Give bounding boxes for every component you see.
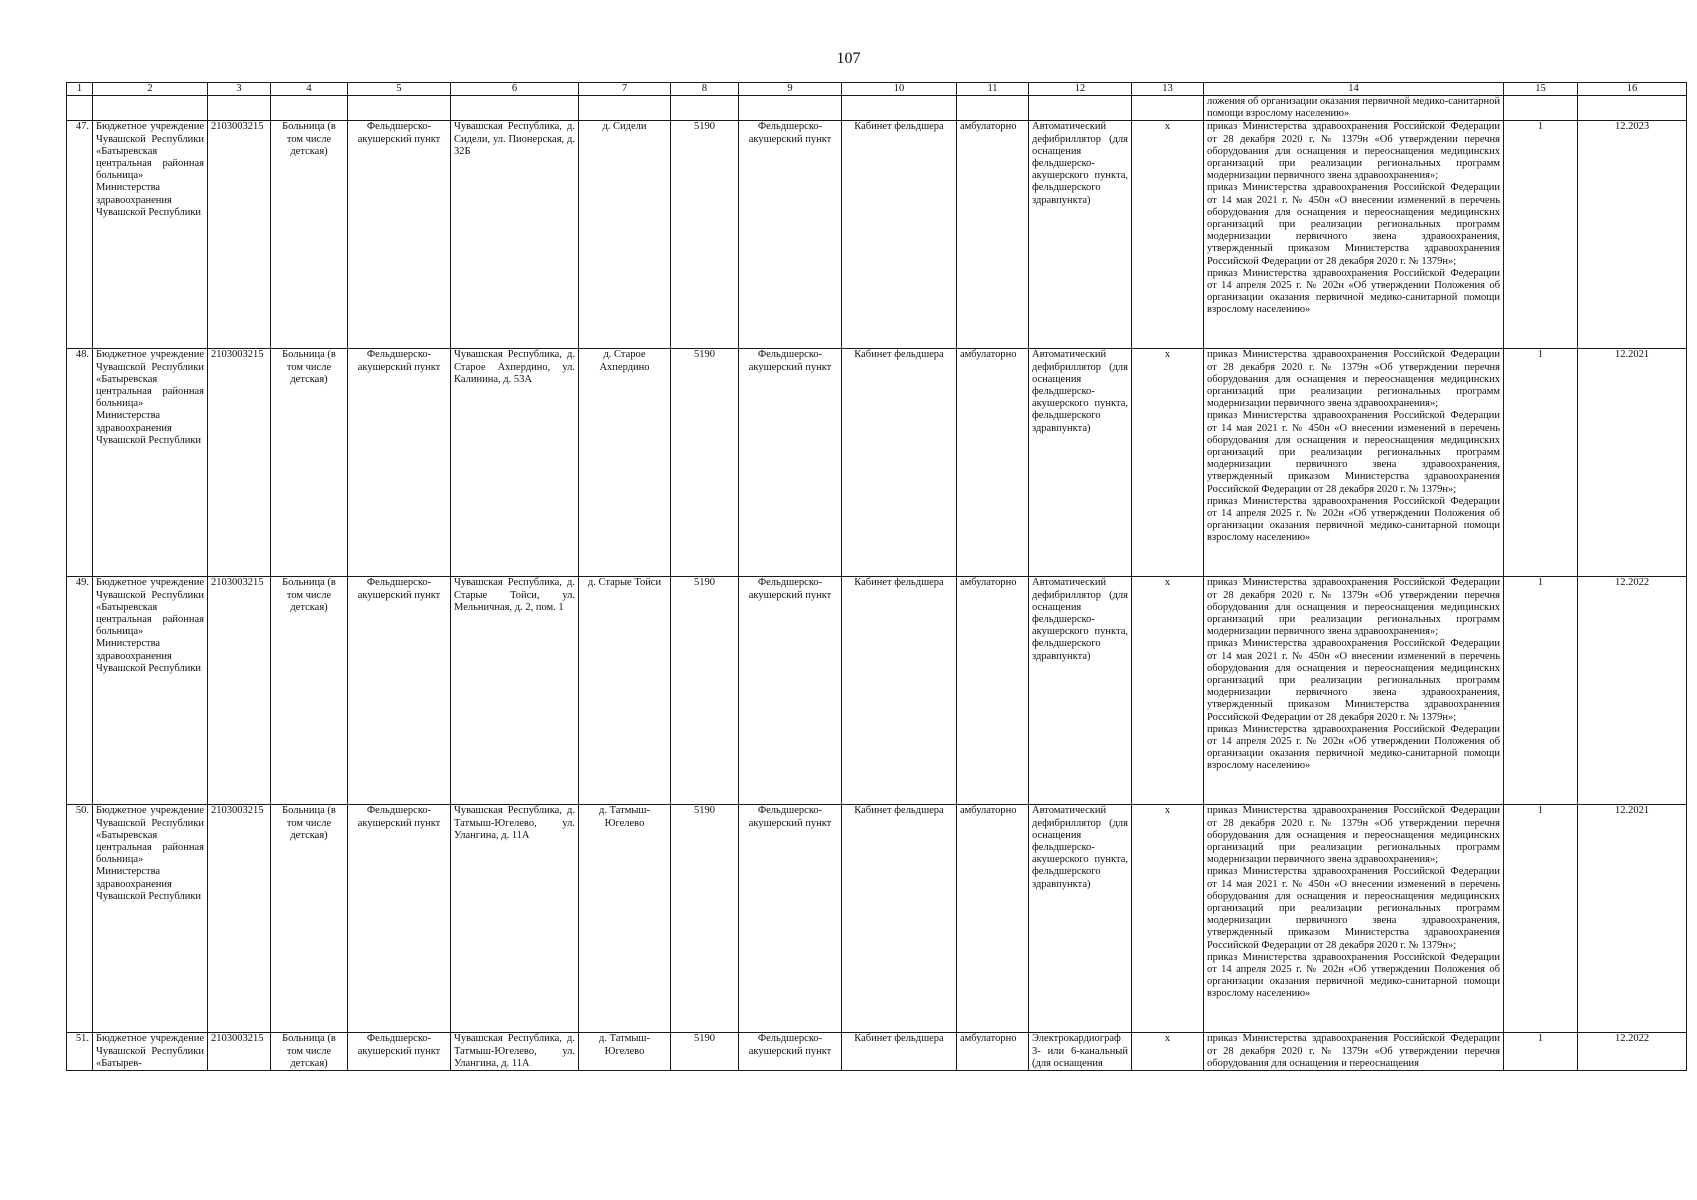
column-header: 10 <box>842 83 957 96</box>
address-cell: Чувашская Республика, д. Татмыш-Югелево, ул. Улангина, д. 11А <box>451 805 579 1033</box>
code-cell: 5190 <box>671 121 739 349</box>
inn-cell: 2103003215 <box>208 121 271 349</box>
address-cell: Чувашская Республика, д. Старые Тойси, ул. Мельничная, д. 2, пом. 1 <box>451 577 579 805</box>
address-cell: Чувашская Республика, д. Старое Ахпердино, ул. Калинина, д. 53А <box>451 349 579 577</box>
row-number-cell: 47. <box>67 121 93 349</box>
continuation-basis-cell: ложения об организации оказания первичной медико-санитарной помощи взрослому населению» <box>1204 96 1504 121</box>
empty-cell <box>93 96 208 121</box>
column-header: 7 <box>579 83 671 96</box>
row-number-cell: 50. <box>67 805 93 1033</box>
column-header: 3 <box>208 83 271 96</box>
date-cell: 12.2023 <box>1578 121 1687 349</box>
empty-cell <box>348 96 451 121</box>
equipment-cell: Автоматический дефибриллятор (для оснащения фельдшерско-акушерского пункта, фельдшерского здравпункта) <box>1029 349 1132 577</box>
care-form-cell: амбулаторно <box>957 805 1029 1033</box>
empty-cell <box>1504 96 1578 121</box>
department-cell: Фельдшерско-акушерский пункт <box>739 805 842 1033</box>
column-header: 12 <box>1029 83 1132 96</box>
column-header: 4 <box>271 83 348 96</box>
empty-cell <box>1029 96 1132 121</box>
table-row <box>67 577 1687 805</box>
empty-cell <box>67 96 93 121</box>
empty-cell <box>271 96 348 121</box>
empty-cell <box>579 96 671 121</box>
care-form-cell: амбулаторно <box>957 349 1029 577</box>
legal-basis-cell: приказ Министерства здравоохранения Российской Федерации от 28 декабря 2020 г. № 1379н «Об утверждении перечня оборудования для оснащения и переоснащения медицинских организаций при реализации региональных программ модернизации первичного звена здравоохранения»; приказ Министерства здравоохранения Российской Федерации от 14 мая 2021 г. № 450н «О внесении изменений в перечень оборудования для оснащения и переоснащения медицинских организаций при реализации региональных программ модернизации первичного звена здравоохранения, утвержденный приказом Министерства здравоохранения Российской Федерации от 28 декабря 2020 г. № 1379н»; приказ Министерства здравоохранения Российской Федерации от 14 апреля 2025 г. № 202н «Об утверждении Положения об организации оказания первичной медико-санитарной помощи взрослому населению» <box>1204 805 1504 1033</box>
quantity-cell: 1 <box>1504 1033 1578 1071</box>
column-header: 6 <box>451 83 579 96</box>
code-cell: 5190 <box>671 577 739 805</box>
empty-cell <box>451 96 579 121</box>
equipment-cell: Электрокардиограф 3- или 6-канальный (для оснащения <box>1029 1033 1132 1071</box>
unit-cell: Фельдшерско-акушерский пункт <box>348 121 451 349</box>
department-cell: Фельдшерско-акушерский пункт <box>739 121 842 349</box>
room-cell: Кабинет фельдшера <box>842 577 957 805</box>
column-header: 5 <box>348 83 451 96</box>
empty-cell <box>1132 96 1204 121</box>
unit-cell: Фельдшерско-акушерский пункт <box>348 577 451 805</box>
empty-cell <box>208 96 271 121</box>
organization-cell: Бюджетное учреждение Чувашской Республики «Батыревская центральная районная больница» Министерства здравоохранения Чувашской Республики <box>93 121 208 349</box>
inn-cell: 2103003215 <box>208 349 271 577</box>
date-cell: 12.2021 <box>1578 805 1687 1033</box>
mark-cell: x <box>1132 349 1204 577</box>
column-header: 8 <box>671 83 739 96</box>
department-cell: Фельдшерско-акушерский пункт <box>739 349 842 577</box>
code-cell: 5190 <box>671 1033 739 1071</box>
legal-basis-cell: приказ Министерства здравоохранения Российской Федерации от 28 декабря 2020 г. № 1379н «Об утверждении перечня оборудования для оснащения и переоснащения медицинских организаций при реализации региональных программ модернизации первичного звена здравоохранения»; приказ Министерства здравоохранения Российской Федерации от 14 мая 2021 г. № 450н «О внесении изменений в перечень оборудования для оснащения и переоснащения медицинских организаций при реализации региональных программ модернизации первичного звена здравоохранения, утвержденный приказом Министерства здравоохранения Российской Федерации от 28 декабря 2020 г. № 1379н»; приказ Министерства здравоохранения Российской Федерации от 14 апреля 2025 г. № 202н «Об утверждении Положения об организации оказания первичной медико-санитарной помощи взрослому населению» <box>1204 121 1504 349</box>
empty-cell <box>1578 96 1687 121</box>
care-form-cell: амбулаторно <box>957 1033 1029 1071</box>
facility-type-cell: Больница (в том числе детская) <box>271 349 348 577</box>
code-cell: 5190 <box>671 349 739 577</box>
quantity-cell: 1 <box>1504 805 1578 1033</box>
inn-cell: 2103003215 <box>208 805 271 1033</box>
table-row <box>67 805 1687 1033</box>
page-number: 107 <box>836 50 861 67</box>
address-cell: Чувашская Республика, д. Татмыш-Югелево, ул. Улангина, д. 11А <box>451 1033 579 1071</box>
legal-basis-cell: приказ Министерства здравоохранения Российской Федерации от 28 декабря 2020 г. № 1379н «Об утверждении перечня оборудования для оснащения и переоснащения <box>1204 1033 1504 1071</box>
table-row <box>67 121 1687 349</box>
row-number-cell: 48. <box>67 349 93 577</box>
empty-cell <box>739 96 842 121</box>
column-header: 9 <box>739 83 842 96</box>
empty-cell <box>957 96 1029 121</box>
locality-cell: д. Старые Тойси <box>579 577 671 805</box>
date-cell: 12.2022 <box>1578 577 1687 805</box>
room-cell: Кабинет фельдшера <box>842 349 957 577</box>
department-cell: Фельдшерско-акушерский пункт <box>739 1033 842 1071</box>
equipment-cell: Автоматический дефибриллятор (для оснащения фельдшерско-акушерского пункта, фельдшерского здравпункта) <box>1029 577 1132 805</box>
inn-cell: 2103003215 <box>208 577 271 805</box>
care-form-cell: амбулаторно <box>957 121 1029 349</box>
equipment-table <box>66 82 1687 1071</box>
date-cell: 12.2022 <box>1578 1033 1687 1071</box>
facility-type-cell: Больница (в том числе детская) <box>271 577 348 805</box>
facility-type-cell: Больница (в том числе детская) <box>271 121 348 349</box>
equipment-cell: Автоматический дефибриллятор (для оснащения фельдшерско-акушерского пункта, фельдшерского здравпункта) <box>1029 805 1132 1033</box>
column-header: 11 <box>957 83 1029 96</box>
continuation-row <box>67 96 1687 121</box>
organization-cell: Бюджетное учреждение Чувашской Республики «Батыревская центральная районная больница» Министерства здравоохранения Чувашской Республики <box>93 349 208 577</box>
department-cell: Фельдшерско-акушерский пункт <box>739 577 842 805</box>
organization-cell: Бюджетное учреждение Чувашской Республики «Батыревская центральная районная больница» Министерства здравоохранения Чувашской Республики <box>93 805 208 1033</box>
locality-cell: д. Сидели <box>579 121 671 349</box>
row-number-cell: 51. <box>67 1033 93 1071</box>
empty-cell <box>671 96 739 121</box>
row-number-cell: 49. <box>67 577 93 805</box>
facility-type-cell: Больница (в том числе детская) <box>271 1033 348 1071</box>
locality-cell: д. Татмыш-Югелево <box>579 805 671 1033</box>
column-header: 16 <box>1578 83 1687 96</box>
quantity-cell: 1 <box>1504 577 1578 805</box>
table-row <box>67 1033 1687 1071</box>
organization-cell: Бюджетное учреждение Чувашской Республики «Батыревская центральная районная больница» Министерства здравоохранения Чувашской Республики <box>93 577 208 805</box>
room-cell: Кабинет фельдшера <box>842 805 957 1033</box>
mark-cell: x <box>1132 1033 1204 1071</box>
quantity-cell: 1 <box>1504 121 1578 349</box>
mark-cell: x <box>1132 805 1204 1033</box>
date-cell: 12.2021 <box>1578 349 1687 577</box>
column-header: 14 <box>1204 83 1504 96</box>
mark-cell: x <box>1132 121 1204 349</box>
unit-cell: Фельдшерско-акушерский пункт <box>348 1033 451 1071</box>
column-header: 2 <box>93 83 208 96</box>
column-header: 1 <box>67 83 93 96</box>
empty-cell <box>842 96 957 121</box>
equipment-cell: Автоматический дефибриллятор (для оснащения фельдшерско-акушерского пункта, фельдшерского здравпункта) <box>1029 121 1132 349</box>
legal-basis-cell: приказ Министерства здравоохранения Российской Федерации от 28 декабря 2020 г. № 1379н «Об утверждении перечня оборудования для оснащения и переоснащения медицинских организаций при реализации региональных программ модернизации первичного звена здравоохранения»; приказ Министерства здравоохранения Российской Федерации от 14 мая 2021 г. № 450н «О внесении изменений в перечень оборудования для оснащения и переоснащения медицинских организаций при реализации региональных программ модернизации первичного звена здравоохранения, утвержденный приказом Министерства здравоохранения Российской Федерации от 28 декабря 2020 г. № 1379н»; приказ Министерства здравоохранения Российской Федерации от 14 апреля 2025 г. № 202н «Об утверждении Положения об организации оказания первичной медико-санитарной помощи взрослому населению» <box>1204 349 1504 577</box>
room-cell: Кабинет фельдшера <box>842 121 957 349</box>
column-header: 15 <box>1504 83 1578 96</box>
code-cell: 5190 <box>671 805 739 1033</box>
table-row <box>67 349 1687 577</box>
organization-cell: Бюджетное учреждение Чувашской Республики «Батырев- <box>93 1033 208 1071</box>
room-cell: Кабинет фельдшера <box>842 1033 957 1071</box>
column-header: 13 <box>1132 83 1204 96</box>
column-header-row <box>67 83 1687 96</box>
locality-cell: д. Татмыш-Югелево <box>579 1033 671 1071</box>
care-form-cell: амбулаторно <box>957 577 1029 805</box>
unit-cell: Фельдшерско-акушерский пункт <box>348 805 451 1033</box>
unit-cell: Фельдшерско-акушерский пункт <box>348 349 451 577</box>
legal-basis-cell: приказ Министерства здравоохранения Российской Федерации от 28 декабря 2020 г. № 1379н «Об утверждении перечня оборудования для оснащения и переоснащения медицинских организаций при реализации региональных программ модернизации первичного звена здравоохранения»; приказ Министерства здравоохранения Российской Федерации от 14 мая 2021 г. № 450н «О внесении изменений в перечень оборудования для оснащения и переоснащения медицинских организаций при реализации региональных программ модернизации первичного звена здравоохранения, утвержденный приказом Министерства здравоохранения Российской Федерации от 28 декабря 2020 г. № 1379н»; приказ Министерства здравоохранения Российской Федерации от 14 апреля 2025 г. № 202н «Об утверждении Положения об организации оказания первичной медико-санитарной помощи взрослому населению» <box>1204 577 1504 805</box>
quantity-cell: 1 <box>1504 349 1578 577</box>
mark-cell: x <box>1132 577 1204 805</box>
inn-cell: 2103003215 <box>208 1033 271 1071</box>
facility-type-cell: Больница (в том числе детская) <box>271 805 348 1033</box>
address-cell: Чувашская Республика, д. Сидели, ул. Пионерская, д. 32Б <box>451 121 579 349</box>
locality-cell: д. Старое Ахпердино <box>579 349 671 577</box>
